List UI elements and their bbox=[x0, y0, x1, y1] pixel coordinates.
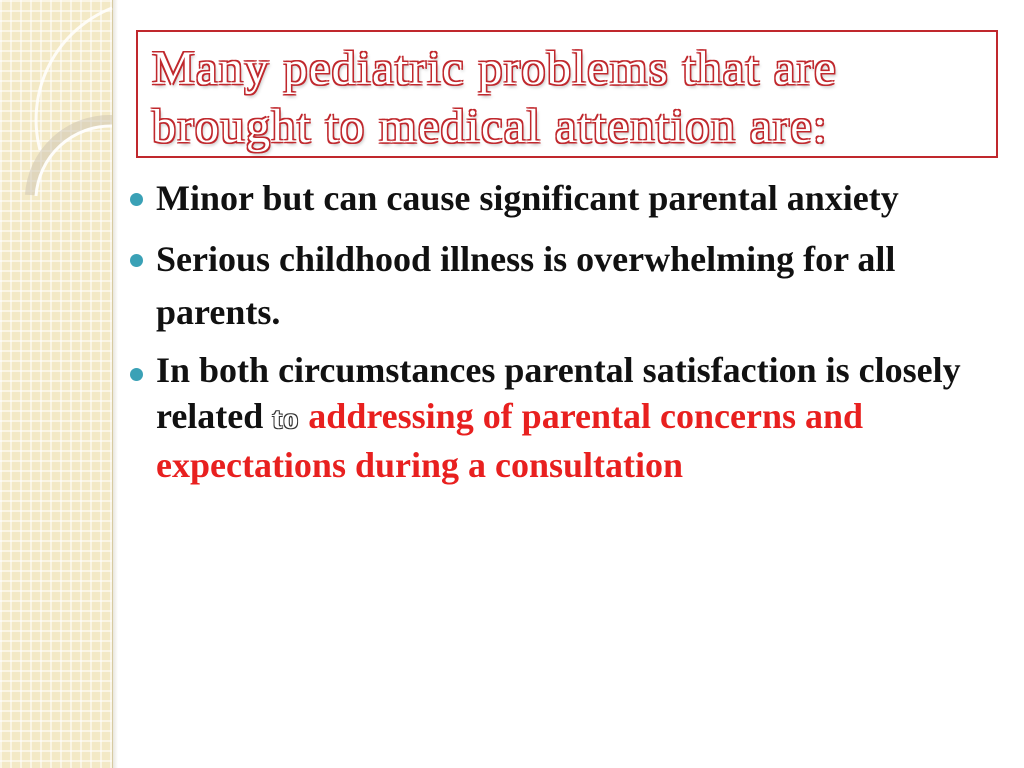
bullet-text: Serious childhood illness is overwhelming for all parents. bbox=[156, 239, 896, 332]
bullet-item bbox=[126, 172, 1024, 225]
bullet-list bbox=[126, 172, 1024, 496]
title-line-2: brought to medical attention are: bbox=[152, 100, 828, 153]
bullet-marker-icon bbox=[130, 368, 143, 381]
bullet-marker-icon bbox=[130, 193, 143, 206]
outlined-word: to bbox=[272, 402, 300, 435]
bullet-item bbox=[126, 233, 1024, 339]
title-line-1: Many pediatric problems that are bbox=[152, 42, 838, 95]
bullet-text: In both circumstances parental satisfaction is closely related bbox=[156, 350, 961, 436]
title-box bbox=[136, 30, 998, 158]
bullet-marker-icon bbox=[130, 254, 143, 267]
emphasized-text: addressing of parental concerns and expectations during a consultation bbox=[156, 396, 864, 485]
bullet-item bbox=[126, 347, 1024, 488]
bullet-text: Minor but can cause significant parental anxiety bbox=[156, 178, 899, 218]
decorative-arcs bbox=[0, 0, 140, 260]
